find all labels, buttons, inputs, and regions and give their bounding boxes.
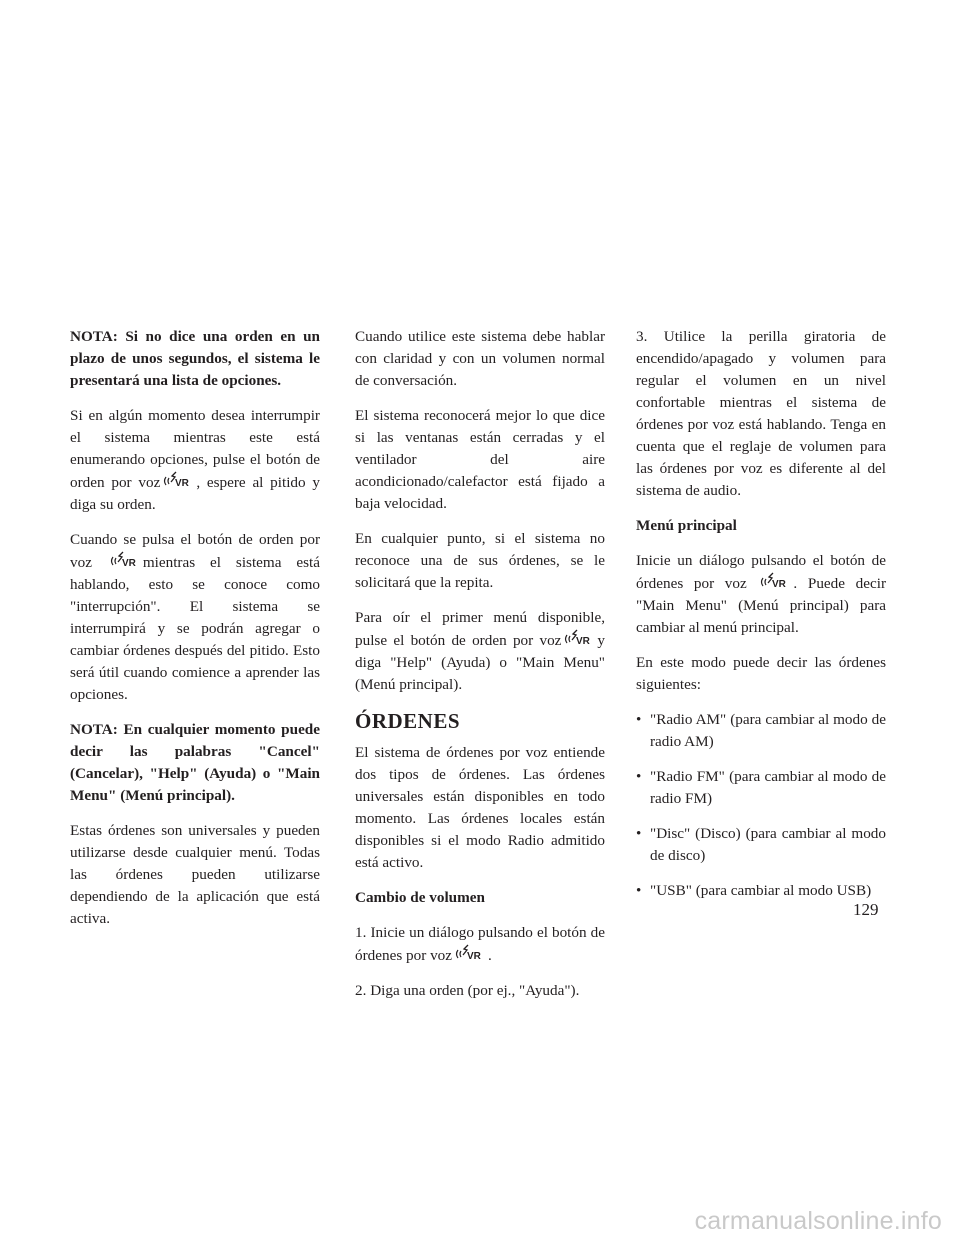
step-1: 1. Inicie un diálogo pulsando el botón de órdenes por voz . — [355, 924, 605, 964]
paragraph-interrupt: Si en algún momento desea interrumpir el sistema mientras este está enumerando opciones, pulse el botón de orden por voz , espere al pitido y diga su orden. — [70, 407, 320, 513]
paragraph-main-menu: Inicie un diálogo pulsando el botón de órdenes por voz . Puede decir "Main Menu" (Menú principal) para cambiar al menú principal. — [636, 552, 887, 636]
section-heading-ordenes: ÓRDENES — [355, 709, 461, 733]
column-right — [636, 326, 886, 915]
page-number: 129 — [853, 900, 879, 919]
command-list — [636, 709, 886, 902]
watermark-text: carmanualsonline.info — [694, 1207, 942, 1235]
list-item: • "USB" (para cambiar al modo USB) — [636, 882, 872, 899]
paragraph-command-types: El sistema de órdenes por voz entiende dos tipos de órdenes. Las órdenes universales están disponibles en todo momento. Las órdenes locales están disponibles si el modo Radio admitido está activo. — [355, 744, 605, 871]
voice-command-icon — [161, 471, 195, 489]
column-middle — [355, 326, 605, 1015]
note-universal-words: NOTA: En cualquier momento puede decir las palabras "Cancel" (Cancelar), "Help" (Ayuda) o "Main Menu" (Menú principal). — [70, 721, 320, 804]
voice-command-icon — [758, 572, 792, 590]
step-2: 2. Diga una orden (por ej., "Ayuda"). — [355, 982, 580, 999]
paragraph-speak-clearly: Cuando utilice este sistema debe hablar con claridad y con un volumen normal de conversación. — [355, 328, 605, 389]
list-item: • "Radio FM" (para cambiar al modo de radio FM) — [636, 768, 886, 807]
step-3: 3. Utilice la perilla giratoria de encendido/apagado y volumen para regular el volumen en un nivel confortable mientras el sistema de órdenes por voz está hablando. Tenga en cuenta que el reglaje de volumen para las órdenes por voz es diferente al del sistema de audio. — [636, 328, 886, 499]
voice-command-icon — [562, 629, 596, 647]
list-item: • "Disc" (Disco) (para cambiar al modo de disco) — [636, 825, 886, 864]
paragraph-first-menu: Para oír el primer menú disponible, pulse el botón de orden por voz y diga "Help" (Ayuda) o "Main Menu" (Menú principal). — [355, 609, 605, 693]
note-no-command: NOTA: Si no dice una orden en un plazo de unos segundos, el sistema le presentará una lista de opciones. — [70, 328, 320, 389]
paragraph-windows: El sistema reconocerá mejor lo que dice si las ventanas están cerradas y el ventilador del aire acondicionado/calefactor está fijado a baja velocidad. — [355, 407, 605, 512]
paragraph-not-recognized: En cualquier punto, si el sistema no reconoce una de sus órdenes, se le solicitará que la repita. — [355, 530, 605, 591]
voice-command-icon — [108, 551, 142, 569]
column-left — [70, 326, 320, 943]
paragraph-barge-in: Cuando se pulsa el botón de orden por voz mientras el sistema está hablando, esto se conoce como "interrupción". El sistema se interrumpirá y se podrán agregar o cambiar órdenes después del pitido. Esto será útil cuando comience a aprender las opciones. — [70, 531, 320, 703]
paragraph-universal: Estas órdenes son universales y pueden utilizarse desde cualquier menú. Todas las órdenes pueden utilizarse dependiendo de la aplicación que está activa. — [70, 822, 320, 927]
paragraph-mode-commands: En este modo puede decir las órdenes siguientes: — [636, 654, 886, 693]
subheading-volume: Cambio de volumen — [355, 889, 485, 906]
voice-command-icon — [453, 944, 487, 962]
list-item: • "Radio AM" (para cambiar al modo de radio AM) — [636, 711, 886, 750]
subheading-main-menu: Menú principal — [636, 517, 737, 534]
